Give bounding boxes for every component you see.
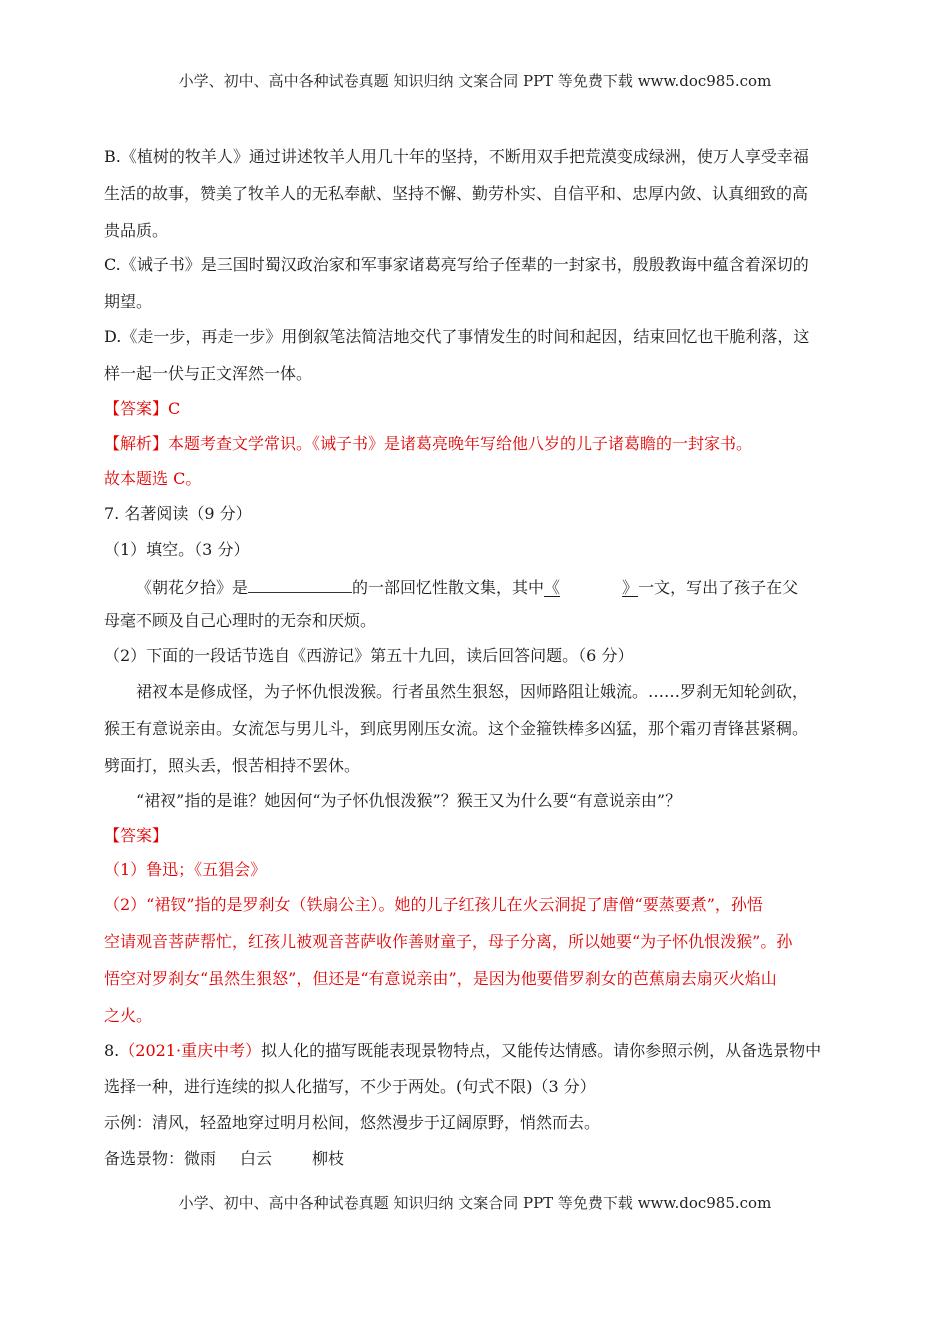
q7-answer-2-line-4: 之火。 (104, 1006, 153, 1025)
fill-text-a: 《朝花夕拾》是 (136, 578, 249, 597)
q7-title: 7. 名著阅读（9 分） (104, 504, 252, 523)
option-c-line-1: C.《诫子书》是三国时蜀汉政治家和军事家诸葛亮写给子侄辈的一封家书，殷殷教诲中蕴含着深切的 (104, 255, 809, 274)
q7-fill-line-1 (136, 575, 798, 598)
q8-option: 白云 (240, 1149, 273, 1168)
q6-conclusion: 故本题选 C。 (104, 469, 202, 488)
q8-prompt: 拟人化的描写既能表现景物特点，又能传达情感。请你参照示例，从备选景物中 (261, 1041, 822, 1060)
q8-options-label: 备选景物： (104, 1149, 185, 1168)
option-b-line-1: B.《植树的牧羊人》通过讲述牧羊人用几十年的坚持，不断用双手把荒漠变成绿洲，使万人享受幸福 (104, 147, 809, 166)
q7-passage-line-2: 猴王有意说亲由。女流怎与男儿斗，到底男刚压女流。这个金箍铁棒多凶猛，那个霜刃青锋甚紧稠。 (104, 719, 809, 738)
q7-question: “裙衩”指的是谁？她因何“为子怀仇恨泼猴”？猴王又为什么要“有意说亲由”？ (136, 791, 682, 810)
q7-answer-2-line-3: 悟空对罗刹女“虽然生狠怒”，但还是“有意说亲由”，是因为他要借罗刹女的芭蕉扇去扇灭火焰山 (104, 969, 777, 988)
option-b-line-3: 贵品质。 (104, 221, 169, 240)
fill-blank-author[interactable] (248, 575, 352, 593)
fill-text-e: 一文，写出了孩子在父 (638, 578, 799, 597)
q7-answer-2-line-2: 空请观音菩萨帮忙，红孩儿被观音菩萨收作善财童子，母子分离，所以她要“为子怀仇恨泼猴”。孙 (104, 932, 793, 951)
option-d-line-1: D.《走一步，再走一步》用倒叙笔法简洁地交代了事情发生的时间和起因，结束回忆也干脆利落，这 (104, 327, 810, 346)
page-footer: 小学、初中、高中各种试卷真题 知识归纳 文案合同 PPT 等免费下载 www.doc985.com (178, 1194, 772, 1212)
q8-example: 示例：清风，轻盈地穿过明月松间，悠然漫步于辽阔原野，悄然而去。 (104, 1113, 601, 1132)
q8-option: 柳枝 (312, 1149, 345, 1168)
q8-number: 8. (104, 1041, 120, 1060)
q7-part2-title: （2）下面的一段话节选自《西游记》第五十九回，读后回答问题。（6 分） (104, 646, 634, 665)
option-d-line-2: 样一起一伏与正文浑然一体。 (104, 364, 313, 383)
fill-blank-title[interactable]: 《 》 (544, 578, 639, 597)
q7-passage-line-3: 劈面打，照头丢，恨苦相持不罢休。 (104, 756, 361, 775)
q8-option: 微雨 (184, 1149, 217, 1168)
q8-line-2: 选择一种，进行连续的拟人化描写，不少于两处。(句式不限)（3 分） (104, 1077, 596, 1096)
q7-passage-line-1: 裙衩本是修成怪，为子怀仇恨泼猴。行者虽然生狠怒，因师路阻让娥流。……罗刹无知轮剑砍， (136, 682, 809, 701)
q6-analysis: 【解析】本题考查文学常识。《诫子书》是诸葛亮晚年写给他八岁的儿子诸葛瞻的一封家书。 (104, 434, 753, 453)
q8-options (104, 1149, 344, 1169)
q6-answer: 【答案】C (104, 399, 181, 418)
q8-source: （2021·重庆中考） (119, 1041, 262, 1060)
q7-fill-line-2: 母毫不顾及自己心理时的无奈和厌烦。 (104, 611, 377, 630)
q8-line-1 (104, 1041, 821, 1061)
page-header: 小学、初中、高中各种试卷真题 知识归纳 文案合同 PPT 等免费下载 www.doc985.com (178, 72, 772, 90)
q7-answer-1: （1）鲁迅；《五猖会》 (104, 860, 267, 879)
option-c-line-2: 期望。 (104, 292, 153, 311)
q7-answer-2-line-1: （2）“裙钗”指的是罗刹女（铁扇公主）。她的儿子红孩儿在火云洞捉了唐僧“要蒸要煮”，孙悟 (104, 895, 763, 914)
q7-answer-label: 【答案】 (104, 826, 169, 845)
option-b-line-2: 生活的故事，赞美了牧羊人的无私奉献、坚持不懈、勤劳朴实、自信平和、忠厚内敛、认真细致的高 (104, 184, 809, 203)
q7-part1-title: （1）填空。（3 分） (104, 540, 250, 559)
fill-text-b: 的一部回忆性散文集，其中 (352, 578, 545, 597)
